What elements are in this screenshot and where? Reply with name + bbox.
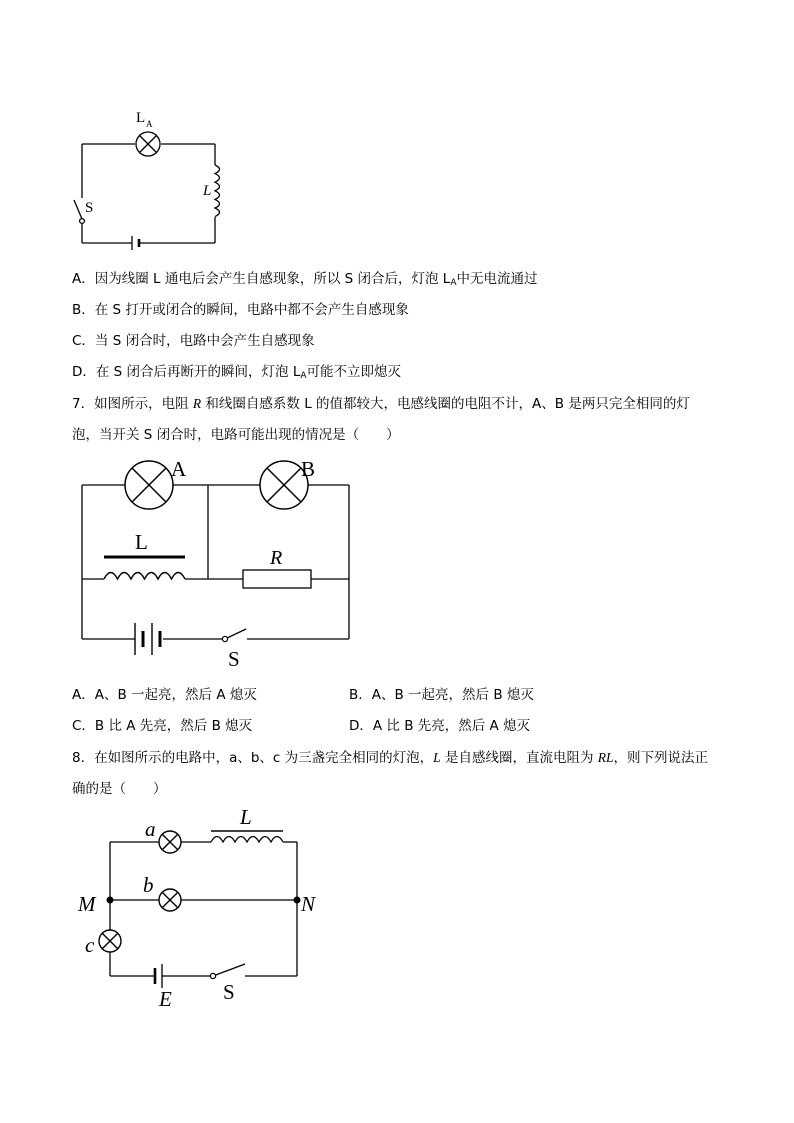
lamp-label-subscript: A xyxy=(146,119,153,129)
lamp-b-symbol xyxy=(159,889,181,911)
battery-symbol xyxy=(132,236,139,250)
node-n-dot xyxy=(294,897,301,904)
inductor-coil-symbol xyxy=(211,831,283,842)
q7-stem-line2: 泡，当开关 S 闭合时，电路可能出现的情况是（ ） xyxy=(72,427,400,443)
node-m-dot xyxy=(107,897,114,904)
q6-option-d xyxy=(72,363,401,385)
coil-label: L xyxy=(203,183,212,199)
q7-option-b: B．A、B 一起亮，然后 B 熄灭 xyxy=(349,687,534,703)
q8-stem-text: 8．在如图所示的电路中，a、b、c 为三盏完全相同的灯泡， xyxy=(72,750,434,766)
q6-option-d-subscript: A xyxy=(300,371,307,381)
lamp-c-symbol xyxy=(99,930,121,952)
q8-stem-text-mid: 是自感线圈，直流电阻为 xyxy=(440,750,598,766)
q6-option-c: C．当 S 闭合时，电路中会产生自感现象 xyxy=(72,333,315,349)
switch-s-symbol xyxy=(210,964,245,979)
q6-option-d-text-end: 可能不立即熄灭 xyxy=(306,364,402,380)
q7-stem-r: R xyxy=(192,396,202,411)
q8-stem-l: L xyxy=(433,750,441,765)
lamp-a-symbol xyxy=(125,461,173,509)
switch-label: S xyxy=(223,980,235,1004)
q6-option-a-text: A．因为线圈 L 通电后会产生自感现象，所以 S 闭合后，灯泡 L xyxy=(72,271,451,287)
switch-s-symbol xyxy=(74,200,84,223)
q6-option-a xyxy=(72,270,537,292)
q8-stem-text-end: ，则下列说法正 xyxy=(613,750,709,766)
q7-option-c: C．B 比 A 先亮，然后 B 熄灭 xyxy=(72,718,253,734)
lamp-b-label: B xyxy=(301,457,316,481)
switch-s-symbol xyxy=(222,629,246,642)
lamp-b-label: b xyxy=(143,873,154,897)
q7-stem-text: 7．如图所示，电阻 xyxy=(72,396,193,412)
node-n-label: N xyxy=(301,892,316,916)
node-m-label: M xyxy=(78,892,96,916)
inductor-coil-symbol xyxy=(104,557,185,579)
inductor-coil-symbol xyxy=(215,165,220,217)
battery-label: E xyxy=(159,987,172,1011)
q6-option-d-text: D．在 S 闭合后再断开的瞬间，灯泡 L xyxy=(72,364,301,380)
coil-label: L xyxy=(135,530,148,554)
lamp-a-symbol xyxy=(159,831,181,853)
resistor-label: R xyxy=(270,547,283,569)
q7-stem-text-end: 和线圈自感系数 L 的值都较大，电感线圈的电阻不计，A、B 是两只完全相同的灯 xyxy=(201,396,690,412)
q7-option-d: D．A 比 B 先亮，然后 A 熄灭 xyxy=(349,718,531,734)
q6-option-a-subscript: A xyxy=(450,278,457,288)
battery-symbol xyxy=(135,623,160,655)
coil-label: L xyxy=(240,805,252,829)
switch-label: S xyxy=(228,647,240,671)
lamp-la-symbol xyxy=(136,132,160,156)
q8-stem-rl: RL xyxy=(597,750,614,765)
q7-stem-line1 xyxy=(72,395,690,413)
q8-circuit-diagram xyxy=(75,800,335,1015)
lamp-a-label: a xyxy=(145,817,156,841)
q7-option-a: A．A、B 一起亮，然后 A 熄灭 xyxy=(72,687,257,703)
q6-circuit-diagram xyxy=(70,105,230,250)
switch-label: S xyxy=(85,200,94,216)
battery-symbol xyxy=(155,964,162,988)
lamp-c-label: c xyxy=(85,933,95,957)
q8-stem-line1 xyxy=(72,749,708,767)
resistor-r-symbol xyxy=(243,570,311,588)
q6-option-a-text-end: 中无电流通过 xyxy=(456,271,538,287)
q8-stem-line2: 确的是（ ） xyxy=(72,781,167,797)
q6-option-b: B．在 S 打开或闭合的瞬间，电路中都不会产生自感现象 xyxy=(72,302,409,318)
lamp-label: L xyxy=(136,110,146,126)
lamp-a-label: A xyxy=(171,457,187,481)
q7-circuit-diagram xyxy=(75,455,365,670)
